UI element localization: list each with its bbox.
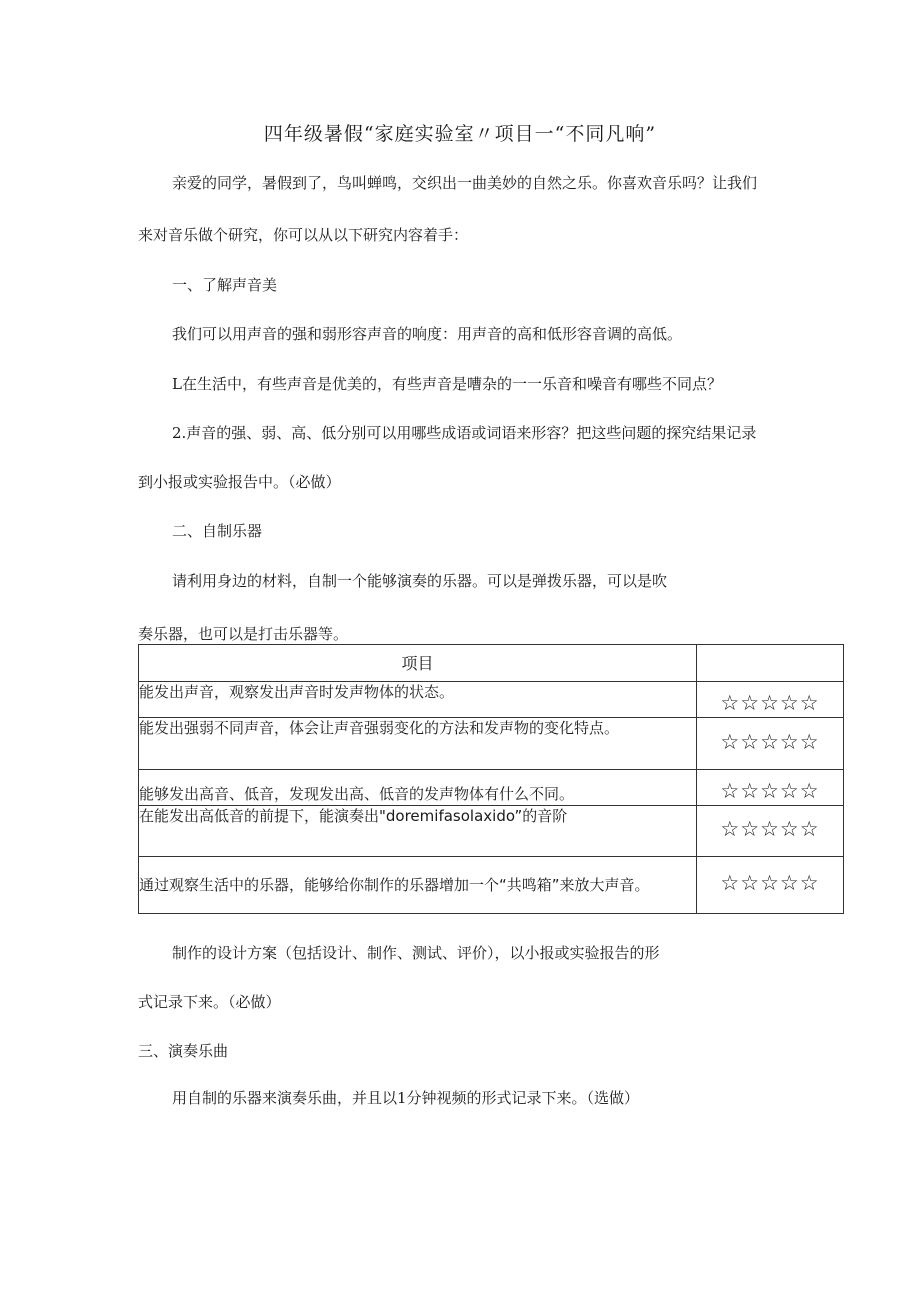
table-row [139,770,844,806]
section-2-paragraph-line-2: 奏乐器，也可以是打击乐器等。 [138,625,349,643]
page-title: 四年级暑假“家庭实验室〃项目一“不同凡响” [263,123,657,145]
evaluation-table [138,644,844,914]
section-1-heading: 一、了解声音美 [172,276,278,294]
section-1-paragraph: 我们可以用声音的强和弱形容声音的响度：用声音的高和低形容音调的高低。 [172,325,683,343]
question-2-line-2: 到小报或实验报告中。（必做） [138,473,341,491]
star-rating[interactable]: ☆☆☆☆☆ [697,682,844,718]
intro-line-2: 来对音乐做个研究，你可以从以下研究内容着手： [138,226,469,244]
table-header-row [139,645,844,682]
table-cell-item: 能够发出高音、低音，发现发出高、低音的发声物体有什么不同。 [139,770,697,806]
star-rating[interactable]: ☆☆☆☆☆ [697,806,844,857]
table-row [139,682,844,718]
star-rating[interactable]: ☆☆☆☆☆ [697,770,844,806]
section-2-heading: 二、自制乐器 [172,522,263,540]
table-row [139,857,844,914]
intro-line-1: 亲爱的同学，暑假到了，鸟叫蝉鸣，交织出一曲美妙的自然之乐。你喜欢音乐吗？让我们 [172,174,758,192]
question-1: L在生活中，有些声音是优美的，有些声音是嘈杂的一一乐音和噪音有哪些不同点？ [172,375,722,393]
section-3-heading: 三、演奏乐曲 [138,1042,229,1060]
section-3-paragraph: 用自制的乐器来演奏乐曲，并且以1分钟视频的形式记录下来。（选做） [172,1089,640,1107]
table-cell-item: 在能发出高低音的前提下，能演奏出"doremifasolaxido”的音阶 [139,806,697,857]
table-row [139,806,844,857]
table-header-rating [697,645,844,682]
after-table-line-2: 式记录下来。（必做） [138,993,281,1011]
table-cell-item: 能发出强弱不同声音，体会让声音强弱变化的方法和发声物的变化特点。 [139,718,697,770]
section-2-paragraph-line-1: 请利用身边的材料，自制一个能够演奏的乐器。可以是弹拨乐器，可以是吹 [172,572,668,590]
table-cell-item: 能发出声音，观察发出声音时发声物体的状态。 [139,682,697,718]
table-cell-item: 通过观察生活中的乐器，能够给你制作的乐器增加一个“共鸣箱”来放大声音。 [139,857,697,914]
star-rating[interactable]: ☆☆☆☆☆ [697,857,844,914]
star-rating[interactable]: ☆☆☆☆☆ [697,718,844,770]
question-2-line-1: 2.声音的强、弱、高、低分别可以用哪些成语或词语来形容？把这些问题的探究结果记录 [172,424,757,442]
table-row [139,718,844,770]
after-table-line-1: 制作的设计方案（包括设计、制作、测试、评价），以小报或实验报告的形 [172,944,660,962]
table-header-item: 项目 [139,645,697,682]
